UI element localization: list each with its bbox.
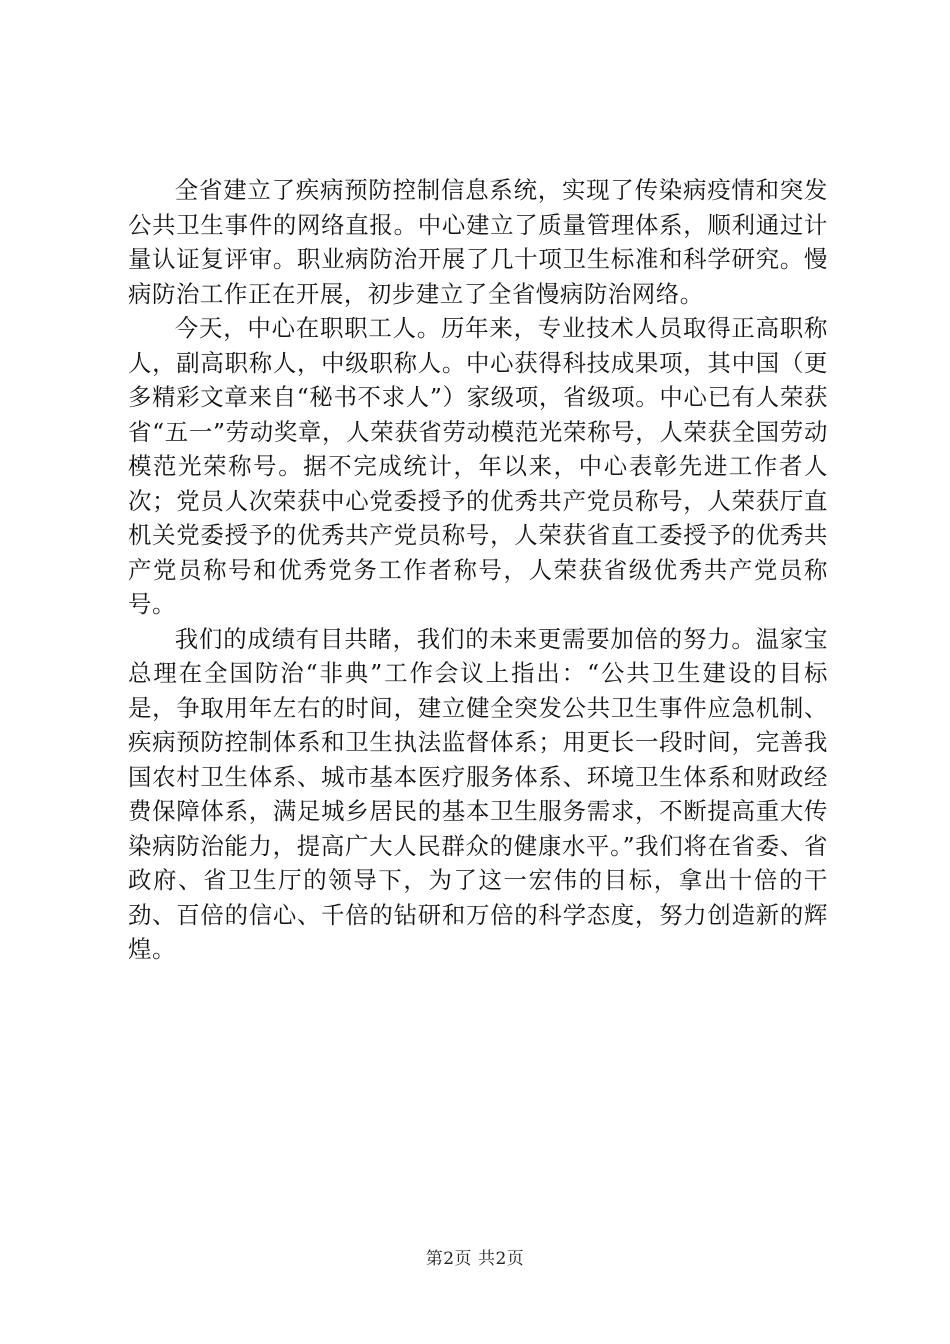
page-number-footer: 第2页 共2页 — [425, 1249, 525, 1269]
paragraph-future-goals: 我们的成绩有目共睹，我们的未来更需要加倍的努力。温家宝总理在全国防治“非典”工作会议上指出：“公共卫生建设的目标是，争取用年左右的时间，建立健全突发公共卫生事件应急机制、疾病预防控制体系和卫生执法监督体系；用更长一段时间，完善我国农村卫生体系、城市基本医疗服务体系、环境卫生体系和财政经费保障体系，满足城乡居民的基本卫生服务需求，不断提高重大传染病防治能力，提高广大人民群众的健康水平。”我们将在省委、省政府、省卫生厅的领导下，为了这一宏伟的目标，拿出十倍的干劲、百倍的信心、千倍的钻研和万倍的科学态度，努力创造新的辉煌。 — [128, 624, 828, 963]
paragraph-staff-and-honors: 今天，中心在职职工人。历年来，专业技术人员取得正高职称人，副高职称人，中级职称人。中心获得科技成果项，其中国（更多精彩文章来自“秘书不求人”）家级项，省级项。中心已有人荣获省“五一”劳动奖章，人荣获省劳动模范光荣称号，人荣获全国劳动模范光荣称号。据不完成统计，年以来，中心表彰先进工作者人次；党员人次荣获中心党委授予的优秀共产党员称号，人荣获厅直机关党委授予的优秀共产党员称号，人荣获省直工委授予的优秀共产党员称号和优秀党务工作者称号，人荣获省级优秀共产党员称号。 — [128, 314, 828, 618]
document-body — [128, 173, 828, 967]
paragraph-disease-control-system: 全省建立了疾病预防控制信息系统，实现了传染病疫情和突发公共卫生事件的网络直报。中心建立了质量管理体系，顺利通过计量认证复评审。职业病防治开展了几十项卫生标准和科学研究。慢病防治工作正在开展，初步建立了全省慢病防治网络。 — [128, 176, 828, 308]
